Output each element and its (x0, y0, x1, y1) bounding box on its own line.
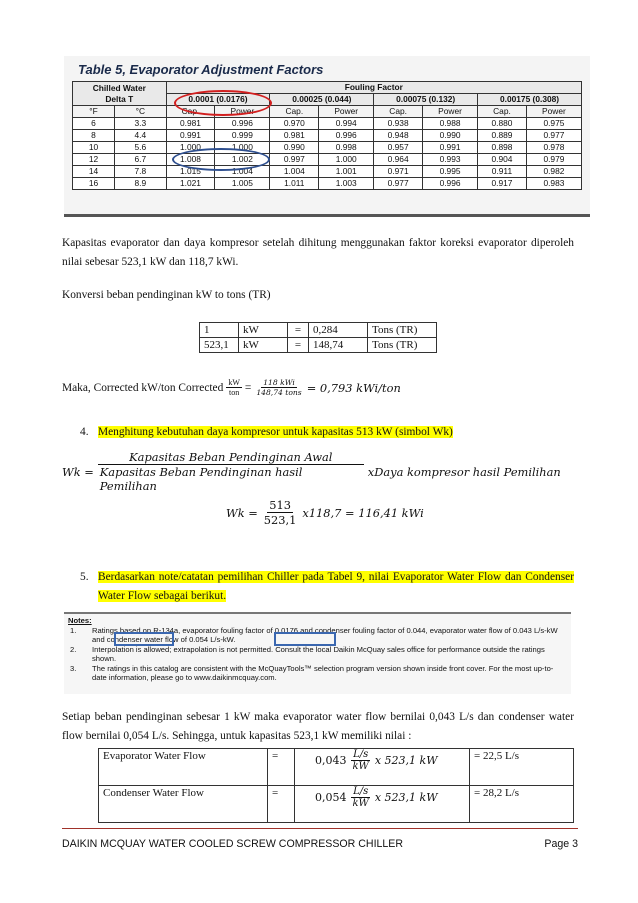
flow-label: Condenser Water Flow (99, 786, 268, 823)
table5-row (73, 154, 582, 166)
header-fouling: Fouling Factor (166, 82, 581, 94)
power-label: Power (423, 106, 478, 118)
table5-cell: 0.977 (374, 178, 423, 190)
flow-formula: 0,043 $\frac{L/s}{kW}$ x 523,1 kW (295, 749, 470, 786)
fraction-kw-ton: $\frac{kW}{\text{ton}}$ (228, 378, 240, 397)
table5-cell: 0.917 (478, 178, 527, 190)
corrected-result: = 0,793 kWi/ton (306, 380, 401, 395)
conversion-table (199, 322, 437, 353)
flow-equals: = (268, 786, 295, 823)
corrected-line (62, 378, 401, 397)
footer (62, 828, 578, 850)
table5-body (73, 118, 582, 190)
corrected-prefix: Maka, Corrected kW/ton Corrected (62, 381, 224, 394)
red-ring (174, 90, 272, 116)
table5-cell: 6.7 (115, 154, 167, 166)
conversion-row (200, 323, 437, 338)
table5-cell: 8.9 (115, 178, 167, 190)
table5-cell: 0.982 (526, 166, 581, 178)
table5-cell: 1.004 (215, 166, 270, 178)
table5-cell: 0.996 (215, 118, 270, 130)
flow-formula: 0,054 $\frac{L/s}{kW}$ x 523,1 kW (295, 786, 470, 823)
formula2-lhs: Wk = (226, 505, 258, 520)
table5-cell: 1.005 (215, 178, 270, 190)
table5-cell: 0.904 (478, 154, 527, 166)
table5-cell: 1.008 (166, 154, 215, 166)
flow-result: = 22,5 L/s (470, 749, 574, 786)
table5-cell: 0.971 (374, 166, 423, 178)
formula-wk-general (62, 450, 578, 493)
table5-image (64, 56, 590, 217)
step-5-number: 5. (80, 571, 89, 583)
table5-cell: 1.000 (215, 142, 270, 154)
table5-cell: 1.015 (166, 166, 215, 178)
table5-cell: 0.979 (526, 154, 581, 166)
formula2-fraction: $\frac{513}{523,1}$ (263, 498, 297, 527)
notes-image: Notes: 1. Ratings based on R-134a, evaporator fouling factor of 0.0176 and condenser fouling factor of 0.044, evaporator water flow of 0.043 L/s-kW and condenser water flow of 0.054 L/s-kW. 2. Interpolation is allowed; extrapolation is not permitted. Consult the local Daikin McQuay sales office for performance outside the ratings shown. 3. The ratings in this catalog are consistent with the McQuayTools™ selection program version shown inside front cover. For the most up-to-date information, please go to www.daikinmcquay.com. (64, 612, 571, 694)
fouling-col-3: 0.00075 (0.132) (374, 94, 478, 106)
table5-cell: 12 (73, 154, 115, 166)
cap-label: Cap. (478, 106, 527, 118)
table5-cell: 10 (73, 142, 115, 154)
formula1-fraction: $\frac{\text{Kapasitas Beban Pendinginan Awal}}{\text{Kapasitas Beban Pendinginan hasil Pemilihan}}$ (98, 450, 364, 493)
table5-cell: 0.990 (270, 142, 319, 154)
step-4-number: 4. (80, 426, 89, 438)
table5-cell: 0.938 (374, 118, 423, 130)
table5-cell: 1.003 (319, 178, 374, 190)
conversion-cell: 0,284 (309, 323, 368, 338)
table5-row (73, 118, 582, 130)
table5-cell: 0.990 (423, 130, 478, 142)
table5-grid (72, 81, 582, 190)
header-chilled-water: Chilled Water Delta T (73, 82, 167, 106)
cap-label: Cap. (166, 106, 215, 118)
cap-label: Cap. (270, 106, 319, 118)
step-5 (80, 568, 574, 606)
table5-cell: 0.995 (423, 166, 478, 178)
table5-cell: 0.983 (526, 178, 581, 190)
table5-cell: 4.4 (115, 130, 167, 142)
formula-wk-value (226, 498, 424, 527)
table5-cell: 0.996 (319, 130, 374, 142)
table5-cell: 3.3 (115, 118, 167, 130)
table5-row (73, 142, 582, 154)
blue-box-condenser (274, 632, 336, 646)
table5-cell: 0.911 (478, 166, 527, 178)
step-4-text: Menghitung kebutuhan daya kompresor untuk kapasitas 513 kW (simbol Wk) (98, 426, 453, 438)
table5-cell: 0.880 (478, 118, 527, 130)
table5-row (73, 166, 582, 178)
table5-cell: 0.991 (423, 142, 478, 154)
table5-cell: 1.021 (166, 178, 215, 190)
conversion-cell: 148,74 (309, 338, 368, 353)
unit-f: °F (73, 106, 115, 118)
table5-cell: 0.981 (270, 130, 319, 142)
table5-cell: 14 (73, 166, 115, 178)
table5-row (73, 178, 582, 190)
page-number: Page 3 (544, 838, 578, 850)
conversion-cell: kW (239, 338, 288, 353)
flow-row (99, 749, 574, 786)
conversion-cell: = (288, 338, 309, 353)
table5-cell: 0.991 (166, 130, 215, 142)
step-4 (80, 426, 453, 438)
power-label: Power (319, 106, 374, 118)
table5-cell: 0.994 (319, 118, 374, 130)
flow-result: = 28,2 L/s (470, 786, 574, 823)
flow-equals: = (268, 749, 295, 786)
power-label: Power (526, 106, 581, 118)
footer-title: DAIKIN MCQUAY WATER COOLED SCREW COMPRESSOR CHILLER (62, 838, 404, 850)
table5-cell: 0.975 (526, 118, 581, 130)
table5-cell: 1.000 (166, 142, 215, 154)
formula1-rhs: xDaya kompresor hasil Pemilihan (367, 464, 561, 479)
power-label: Power (215, 106, 270, 118)
blue-box-evaporator (114, 632, 174, 646)
table5-cell: 0.993 (423, 154, 478, 166)
formula1-lhs: Wk = (62, 464, 94, 479)
formula2-rhs: x118,7 = 116,41 kWi (302, 505, 424, 520)
conversion-cell: Tons (TR) (368, 323, 437, 338)
equals-sign: = (244, 381, 252, 394)
flow-table (98, 748, 574, 823)
table5-cell: 0.998 (319, 142, 374, 154)
paragraph-capacity: Kapasitas evaporator dan daya kompresor setelah dihitung menggunakan faktor koreksi evaporator diperoleh nilai sebesar 523,1 kW dan 118,7 kWi. (62, 237, 574, 268)
table5-cell: 0.970 (270, 118, 319, 130)
cap-label: Cap. (374, 106, 423, 118)
conversion-cell: 523,1 (200, 338, 239, 353)
conversion-cell: 1 (200, 323, 239, 338)
table5-cell: 7.8 (115, 166, 167, 178)
table5-cell: 1.001 (319, 166, 374, 178)
fouling-col-4: 0.00175 (0.308) (478, 94, 582, 106)
conversion-cell: Tons (TR) (368, 338, 437, 353)
conversion-row (200, 338, 437, 353)
table5-cell: 6 (73, 118, 115, 130)
table5-cell: 0.978 (526, 142, 581, 154)
table5-cell: 8 (73, 130, 115, 142)
paragraph-flow: Setiap beban pendinginan sebesar 1 kW maka evaporator water flow bernilai 0,043 L/s dan condenser water flow bernilai 0,054 L/s. Sehingga, untuk kapasitas 523,1 kW memiliki nilai : (62, 711, 574, 742)
table5-cell: 5.6 (115, 142, 167, 154)
unit-c: °C (115, 106, 167, 118)
notes-title: Notes: (68, 616, 92, 625)
table5-cell: 0.981 (166, 118, 215, 130)
table5-cell: 0.889 (478, 130, 527, 142)
blue-ring (172, 148, 270, 171)
table5-cell: 0.948 (374, 130, 423, 142)
table5-title: Table 5, Evaporator Adjustment Factors (78, 62, 324, 77)
table5-cell: 1.000 (319, 154, 374, 166)
table5-cell: 16 (73, 178, 115, 190)
table5-cell: 0.957 (374, 142, 423, 154)
conversion-cell: kW (239, 323, 288, 338)
table5-cell: 0.997 (270, 154, 319, 166)
table5-cell: 1.002 (215, 154, 270, 166)
fouling-col-1: 0.0001 (0.0176) (166, 94, 270, 106)
table5-cell: 0.898 (478, 142, 527, 154)
table5-cell: 0.996 (423, 178, 478, 190)
table5-cell: 0.988 (423, 118, 478, 130)
fouling-col-2: 0.00025 (0.044) (270, 94, 374, 106)
table5-cell: 1.004 (270, 166, 319, 178)
flow-label: Evaporator Water Flow (99, 749, 268, 786)
step-5-text: Berdasarkan note/catatan pemilihan Chiller pada Tabel 9, nilai Evaporator Water Flow dan Condenser Water Flow sebagai berikut. (98, 571, 574, 602)
paragraph-conversion: Konversi beban pendinginan kW to tons (TR) (62, 289, 271, 301)
table5-cell: 1.011 (270, 178, 319, 190)
table5-row (73, 130, 582, 142)
table5-cell: 0.964 (374, 154, 423, 166)
fraction-kwi-tons: $\frac{\text{118 kWi}}{\text{148,74 tons}}$ (256, 378, 302, 397)
conversion-cell: = (288, 323, 309, 338)
table5-cell: 0.977 (526, 130, 581, 142)
table5-cell: 0.999 (215, 130, 270, 142)
flow-row (99, 786, 574, 823)
